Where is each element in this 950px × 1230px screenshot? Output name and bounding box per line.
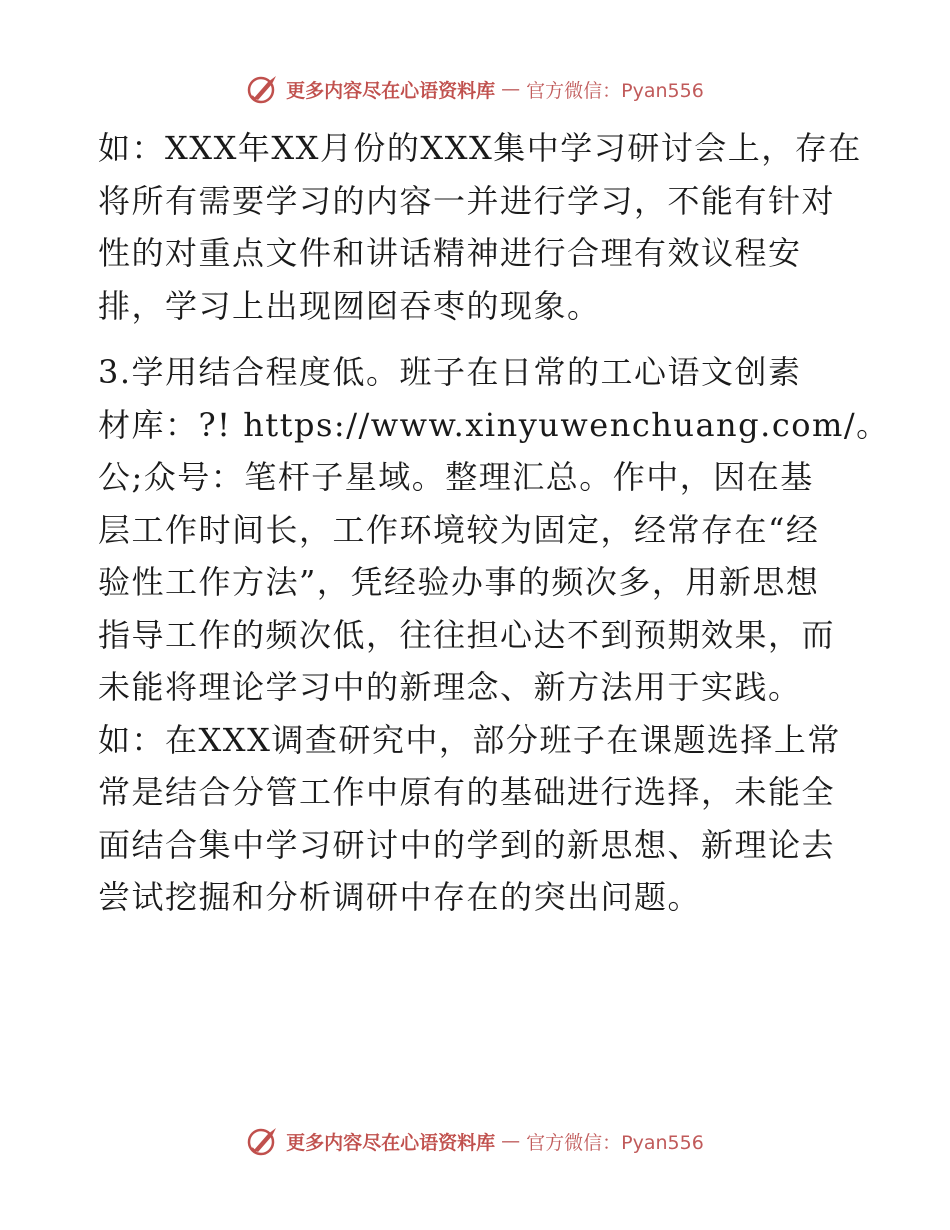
text-line: 常是结合分管工作中原有的基础进行选择，未能全 (98, 773, 836, 811)
text-line: 面结合集中学习研讨中的学到的新思想、新理论去 (98, 825, 836, 864)
watermark-text: 更多内容尽在心语资料库 (286, 1131, 496, 1154)
text-line: 尝试挖掘和分析调研中存在的突出问题。 (98, 878, 702, 916)
text-line: 指导工作的频次低，往往担心达不到预期效果，而 (98, 615, 836, 654)
text-line: 验性工作方法”，凭经验办事的频次多，用新思想 (98, 563, 820, 601)
text-line: 未能将理论学习中的新理念、新方法用于实践。 (98, 668, 802, 706)
document-body (98, 122, 890, 924)
watermark-separator: — (501, 1130, 521, 1152)
quill-pen-logo-icon (246, 1126, 280, 1156)
paragraph-1 (98, 122, 862, 332)
text-line: 排，学习上出现囫囵吞枣的现象。 (98, 286, 601, 325)
quill-pen-logo-icon (246, 74, 280, 104)
text-line: 性的对重点文件和讲话精神进行合理有效议程安 (98, 234, 802, 272)
footer-watermark (0, 1126, 950, 1156)
text-line: 3.学用结合程度低。班子在日常的工心语文创素 (98, 353, 802, 391)
watermark-separator: — (501, 78, 521, 100)
text-line: 材库：?! https://www.xinyuwenchuang.com/。 (98, 405, 890, 444)
text-line: 公;众号：笔杆子星域。整理汇总。作中，因在基 (98, 458, 814, 496)
header-watermark (0, 74, 950, 104)
watermark-text: 更多内容尽在心语资料库 (286, 79, 496, 102)
paragraph-2 (98, 346, 890, 924)
text-line: 如：XXX年XX月份的XXX集中学习研讨会上，存在 (98, 129, 862, 167)
text-line: 将所有需要学习的内容一并进行学习，不能有针对 (98, 181, 836, 220)
watermark-wechat: 官方微信：Pyan556 (526, 1131, 704, 1154)
paragraph-gap (98, 332, 850, 346)
watermark-wechat: 官方微信：Pyan556 (526, 79, 704, 102)
text-line: 层工作时间长，工作环境较为固定，经常存在“经 (98, 510, 820, 549)
text-line: 如：在XXX调查研究中，部分班子在课题选择上常 (98, 720, 841, 759)
